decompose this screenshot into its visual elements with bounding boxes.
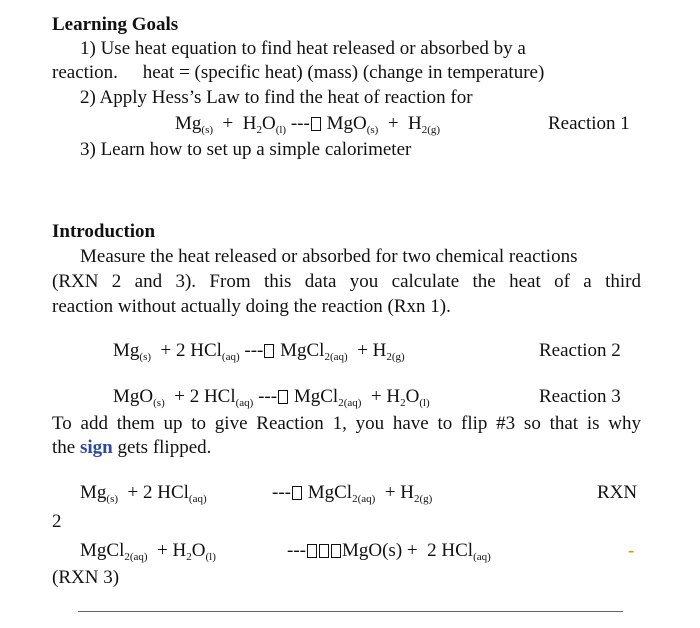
arrow-glyph-box [331, 544, 341, 558]
arrow-glyph-box [278, 390, 288, 404]
intro-line-2: (RXN 2 and 3). From this data you calculate the heat of a third [52, 271, 641, 292]
learning-goals-heading: Learning Goals [52, 14, 179, 35]
reaction-3-equation: MgO$_{(s)}$ + 2 HCl$_{(aq)}$ --- MgCl$_{2(aq)}$ + $H_2O_{(l)}$ [113, 386, 430, 409]
sum-reaction-3-dash: - [628, 540, 635, 561]
intro-line-1: Measure the heat released or absorbed for two chemical reactions [80, 246, 578, 267]
reaction-arrow: --- [290, 113, 310, 134]
reaction-2-label: Reaction 2 [539, 340, 621, 361]
goal-2: 2) Apply Hess’s Law to find the heat of reaction for [80, 87, 473, 108]
intro-line-3: reaction without actually doing the reaction (Rxn 1). [52, 296, 451, 317]
reaction-1-label: Reaction 1 [548, 113, 630, 134]
sum-reaction-3-left: MgCl$_{2(aq)}$ + $H_2O_{(l)}$ [80, 540, 216, 563]
sum-reaction-2-left: $Mg_{(s)} + 2$ HCl$_{(aq)}$ [80, 482, 207, 505]
reaction-2-equation: $Mg_{(s)} + 2$ HCl$_{(aq)}$ --- MgCl$_{2(aq)}$ + $H_{2(g)}$ [113, 340, 405, 363]
reaction-1-equation: $Mg_{(s)} + H_2O_{(l)}$ --- $MgO_{(s)} + H_{2(g)}$ [175, 113, 441, 136]
goal-1-line-2 [52, 62, 544, 84]
arrow-glyph-box [264, 344, 274, 358]
sum-reaction-3-label: (RXN 3) [52, 567, 120, 588]
sum-reaction-2-label: RXN [597, 482, 638, 503]
sum-reaction-2-label-number: 2 [52, 511, 62, 532]
arrow-glyph-box [319, 544, 329, 558]
introduction-heading: Introduction [52, 221, 156, 242]
arrow-glyph-box [292, 486, 302, 500]
arrow-glyph-box [311, 117, 321, 131]
flip-line-2: the sign gets flipped. [52, 437, 212, 458]
sign-word: sign [79, 437, 113, 458]
arrow-glyph-box [307, 544, 317, 558]
sum-divider-line [78, 611, 623, 612]
flip-line-1: To add them up to give Reaction 1, you have to flip #3 so that is why [52, 413, 641, 434]
sum-reaction-2-right: --- MgCl$_{2(aq)}$ + $H_{2(g)}$ [272, 482, 433, 505]
sum-reaction-3-right: --- MgO(s) + 2 HCl$_{(aq)}$ [287, 540, 491, 563]
goal-3: 3) Learn how to set up a simple calorimeter [80, 139, 412, 160]
goal-1-line-1: 1) Use heat equation to find heat released or absorbed by a [80, 38, 526, 59]
heat-equation: heat = (specific heat) (mass) (change in temperature) [142, 62, 545, 83]
goal-1-reaction-word: reaction. [52, 62, 118, 83]
reaction-3-label: Reaction 3 [539, 386, 621, 407]
